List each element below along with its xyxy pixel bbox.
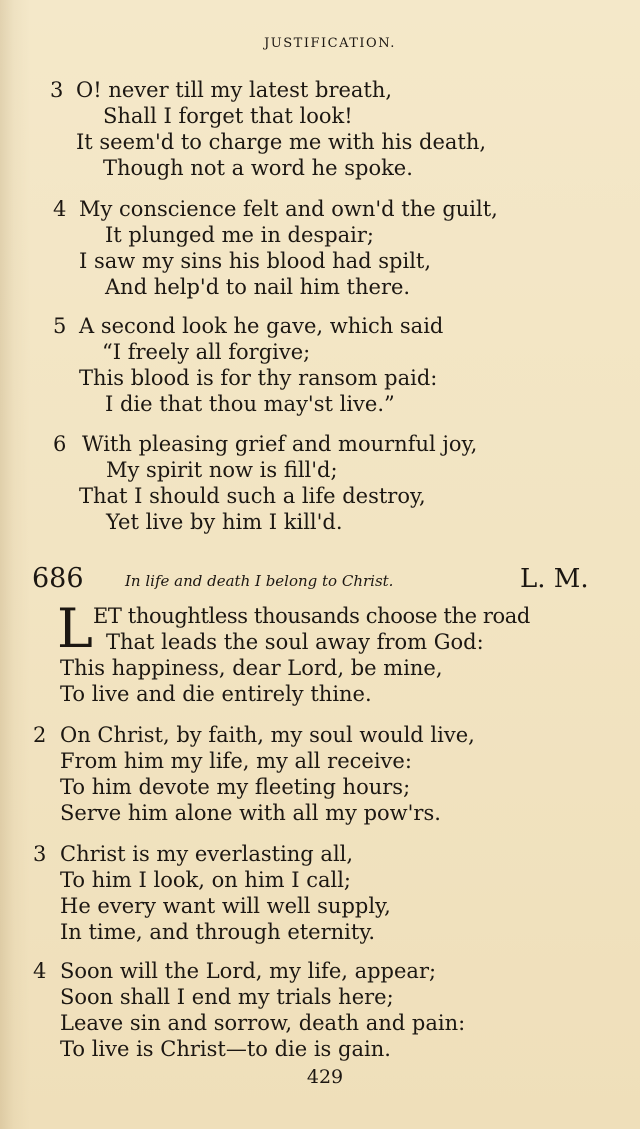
hymn-number: 686 xyxy=(32,563,84,594)
verse-line: Soon shall I end my trials here; xyxy=(60,985,394,1009)
verse-line: Though not a word he spoke. xyxy=(103,156,413,180)
verse-line: Yet live by him I kill'd. xyxy=(106,510,343,534)
stanza-number: 3 xyxy=(33,842,47,866)
stanza-number: 3 xyxy=(50,78,64,102)
verse-line: My spirit now is fill'd; xyxy=(106,458,338,482)
verse-line: It plunged me in despair; xyxy=(105,223,374,247)
verse-line: With pleasing grief and mournful joy, xyxy=(82,432,478,456)
stanza-number: 2 xyxy=(33,723,47,747)
verse-line: In time, and through eternity. xyxy=(60,920,376,944)
verse-line: To live is Christ—to die is gain. xyxy=(60,1037,391,1061)
page-header: JUSTIFICATION. xyxy=(264,36,396,51)
verse-line: I die that thou may'st live.” xyxy=(105,392,395,416)
verse-line: My conscience felt and own'd the guilt, xyxy=(79,197,498,221)
verse-line: Christ is my everlasting all, xyxy=(60,842,354,866)
verse-line: I saw my sins his blood had spilt, xyxy=(79,249,432,273)
stanza-number: 4 xyxy=(33,959,47,983)
page-number: 429 xyxy=(306,1066,344,1088)
verse-line: Soon will the Lord, my life, appear; xyxy=(60,959,437,983)
verse-line: That I should such a life destroy, xyxy=(79,484,426,508)
verse-line: This happiness, dear Lord, be mine, xyxy=(60,656,443,680)
verse-line: O! never till my latest breath, xyxy=(76,78,393,102)
verse-line: From him my life, my all receive: xyxy=(60,749,412,773)
verse-line: Shall I forget that look! xyxy=(103,104,353,128)
verse-line: He every want will well supply, xyxy=(60,894,391,918)
verse-line: On Christ, by faith, my soul would live, xyxy=(60,723,475,747)
verse-line: “I freely all forgive; xyxy=(102,340,311,364)
verse-line: And help'd to nail him there. xyxy=(105,275,411,299)
verse-line: To him I look, on him I call; xyxy=(60,868,352,892)
hymn-title: In life and death I belong to Christ. xyxy=(125,572,394,590)
verse-line: ET thoughtless thousands choose the road xyxy=(93,604,530,628)
hymn-meter: L. M. xyxy=(520,564,589,594)
verse-line: Serve him alone with all my pow'rs. xyxy=(60,801,441,825)
drop-cap: L xyxy=(57,597,93,660)
stanza-number: 6 xyxy=(53,432,67,456)
verse-line: To live and die entirely thine. xyxy=(60,682,372,706)
verse-line: To him devote my fleeting hours; xyxy=(60,775,411,799)
verse-line: That leads the soul away from God: xyxy=(106,630,484,654)
stanza-number: 4 xyxy=(53,197,67,221)
verse-line: This blood is for thy ransom paid: xyxy=(79,366,438,390)
stanza-number: 5 xyxy=(53,314,67,338)
verse-line: It seem'd to charge me with his death, xyxy=(76,130,487,154)
verse-line: Leave sin and sorrow, death and pain: xyxy=(60,1011,466,1035)
verse-line: A second look he gave, which said xyxy=(79,314,444,338)
